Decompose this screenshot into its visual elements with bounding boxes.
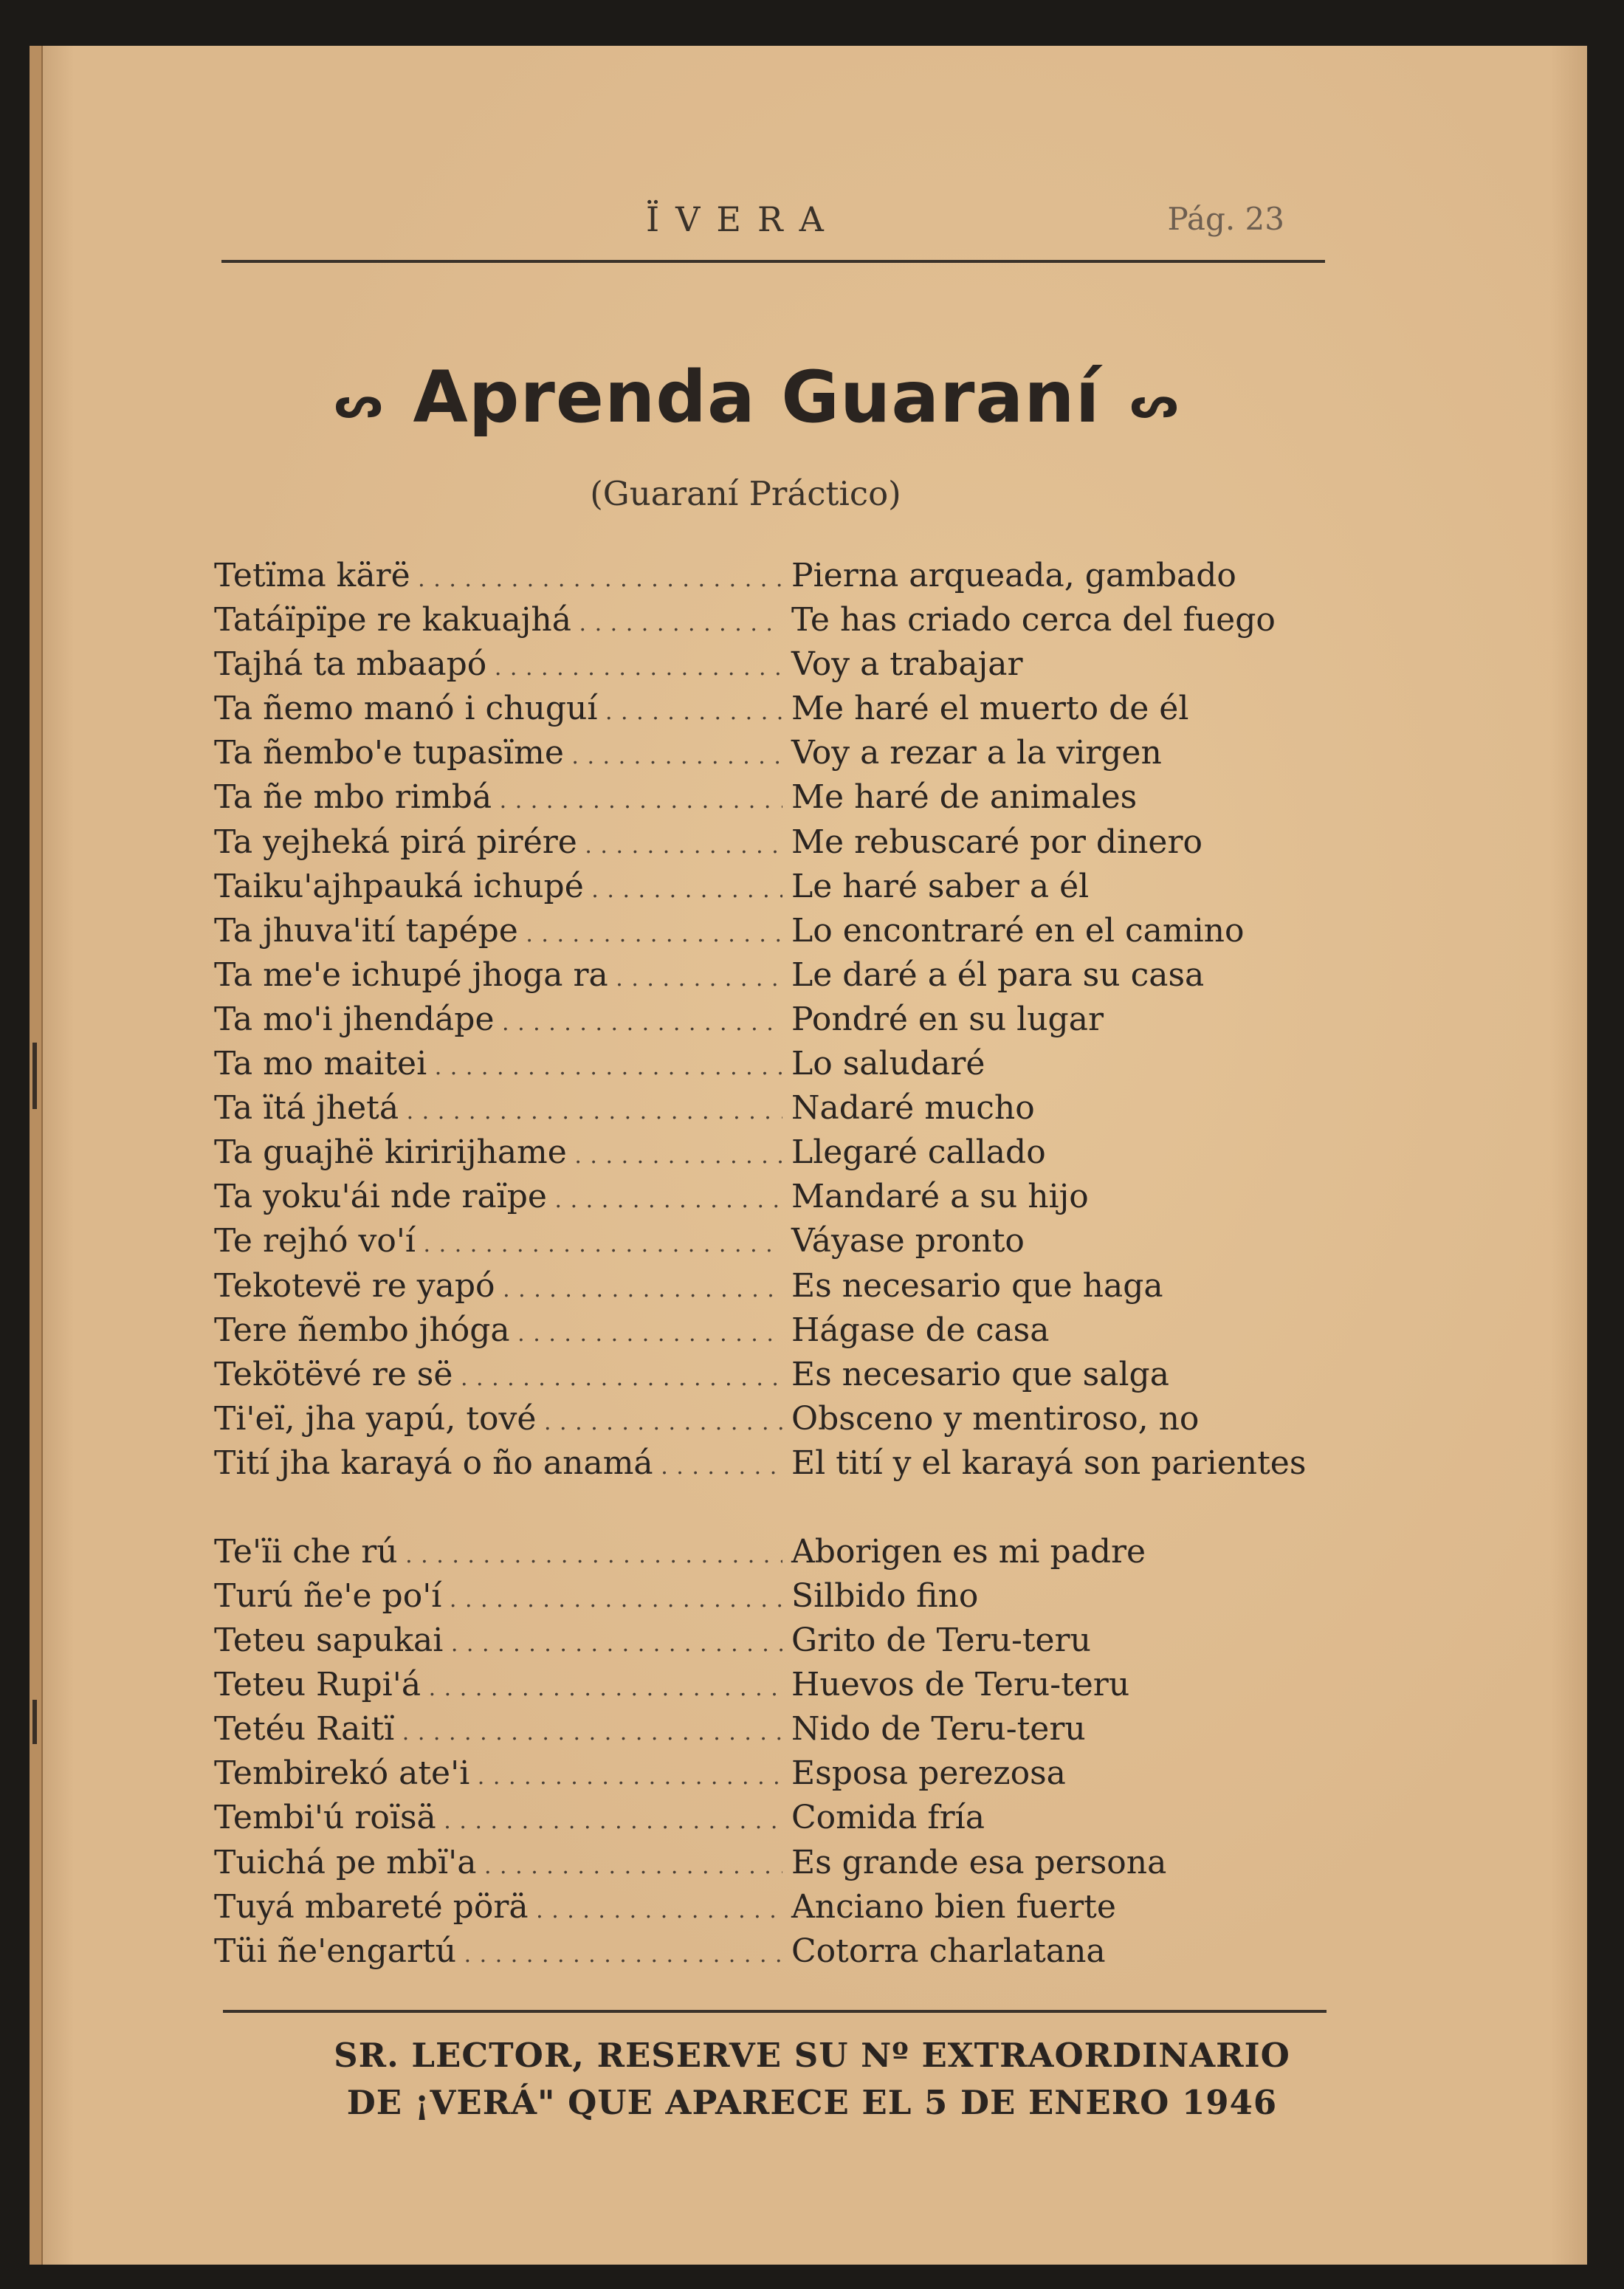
guarani-term: Tetïma kärë . . . <box>214 557 782 594</box>
vocabulary-entry <box>214 998 1380 1042</box>
vocabulary-entry <box>214 687 1380 731</box>
vocabulary-entry <box>214 1175 1380 1219</box>
reader-notice <box>281 2032 1343 2127</box>
guarani-term: Tatáïpïpe re kakuajhá . . . <box>214 601 782 639</box>
spanish-gloss: Esposa perezosa <box>791 1754 1066 1793</box>
guarani-term: Ta yoku'ái nde raïpe . . . <box>214 1178 782 1215</box>
magazine-page <box>30 46 1587 2265</box>
binding-mark <box>32 1700 37 1744</box>
guarani-term: Ta mo maitei . . . <box>214 1045 782 1082</box>
article-title: Aprenda Guaraní <box>413 356 1101 439</box>
spanish-gloss: Llegaré callado <box>791 1133 1046 1172</box>
guarani-term: Ta guajhë kiririjhame . . . <box>214 1133 782 1171</box>
guarani-term: Ta ñe mbo rimbá . . . <box>214 778 782 816</box>
spanish-gloss: Comida fría <box>791 1799 985 1837</box>
spanish-gloss: Aborigen es mi padre <box>791 1532 1146 1571</box>
spanish-gloss: Pierna arqueada, gambado <box>791 557 1236 594</box>
journal-name: ÏVERA <box>646 199 840 239</box>
notice-line-1: SR. LECTOR, RESERVE SU Nº EXTRAORDINARIO <box>334 2036 1290 2075</box>
vocabulary-entry <box>214 598 1380 642</box>
guarani-term: Teteu sapukai . . . <box>214 1621 782 1659</box>
vocabulary-entry <box>214 1841 1380 1885</box>
guarani-term: Te'ïi che rú . . . <box>214 1533 782 1571</box>
guarani-term: Tembirekó ate'i . . . <box>214 1754 782 1792</box>
spanish-gloss: Voy a trabajar <box>791 645 1023 684</box>
spanish-gloss: Huevos de Teru-teru <box>791 1666 1130 1704</box>
binding-mark <box>32 1043 37 1109</box>
vocabulary-entry <box>214 1574 1380 1619</box>
spanish-gloss: Pondré en su lugar <box>791 1000 1104 1038</box>
guarani-term: Ta yejheká pirá pirére . . . <box>214 823 782 861</box>
vocabulary-entry <box>214 1441 1380 1530</box>
page-number: Pág. 23 <box>1167 201 1284 237</box>
vocabulary-entry <box>214 1308 1380 1353</box>
vocabulary-entry <box>214 953 1380 998</box>
spanish-gloss: Grito de Teru-teru <box>791 1621 1091 1660</box>
vocabulary-entry <box>214 554 1380 598</box>
vocabulary-entry <box>214 1885 1380 1929</box>
vocabulary-entry <box>214 1264 1380 1308</box>
vocabulary-entry <box>214 1530 1380 1574</box>
vocabulary-entry <box>214 1086 1380 1130</box>
spanish-gloss: Hágase de casa <box>791 1311 1050 1349</box>
notice-line-2: DE ¡VERÁ" QUE APARECE EL 5 DE ENERO 1946 <box>346 2083 1278 2122</box>
guarani-term: Tembi'ú roïsä . . . <box>214 1799 782 1836</box>
footer-rule <box>223 2010 1327 2013</box>
spanish-gloss: Nido de Teru-teru <box>791 1710 1086 1749</box>
spanish-gloss: Lo encontraré en el camino <box>791 911 1245 950</box>
article-title-line <box>305 356 1209 439</box>
guarani-term: Ta mo'i jhendápe . . . <box>214 1001 782 1038</box>
spanish-gloss: El tití y el karayá son parientes <box>791 1444 1307 1482</box>
spanish-gloss: Obsceno y mentiroso, no <box>791 1399 1200 1438</box>
article-subtitle-wrap <box>30 474 1587 513</box>
guarani-term: Ta ïtá jhetá . . . <box>214 1089 782 1127</box>
spanish-gloss: Me haré el muerto de él <box>791 690 1189 728</box>
spanish-gloss: Silbido fino <box>791 1576 979 1615</box>
vocabulary-entry <box>214 1353 1380 1397</box>
vocabulary-entry <box>214 1929 1380 1974</box>
ornament-left-icon: ᔕ <box>334 377 384 428</box>
guarani-term: Taiku'ajhpauká ichupé . . . <box>214 868 782 905</box>
guarani-term: Tüi ñe'engartú . . . <box>214 1932 782 1970</box>
guarani-term: Turú ñe'e po'í . . . <box>214 1577 782 1615</box>
spanish-gloss: Le haré saber a él <box>791 867 1090 905</box>
spanish-gloss: Nadaré mucho <box>791 1089 1035 1128</box>
vocabulary-entry <box>214 1619 1380 1663</box>
vocabulary-entry <box>214 1219 1380 1263</box>
guarani-term: Teteu Rupi'á . . . <box>214 1666 782 1703</box>
spanish-gloss: Voy a rezar a la virgen <box>791 734 1162 772</box>
guarani-term: Ta ñembo'e tupasïme . . . <box>214 734 782 772</box>
spanish-gloss: Me rebuscaré por dinero <box>791 823 1202 861</box>
vocabulary-entry <box>214 731 1380 775</box>
spanish-gloss: Me haré de animales <box>791 778 1138 817</box>
guarani-term: Tere ñembo jhóga . . . <box>214 1311 782 1349</box>
vocabulary-entry <box>214 1397 1380 1441</box>
spanish-gloss: Es necesario que haga <box>791 1266 1163 1305</box>
vocabulary-entry <box>214 1751 1380 1796</box>
ornament-right-icon: ᔕ <box>1129 377 1180 428</box>
vocabulary-list <box>214 554 1380 1974</box>
article-subtitle: (Guaraní Práctico) <box>590 474 901 513</box>
guarani-term: Tekotevë re yapó . . . <box>214 1267 782 1305</box>
spanish-gloss: Váyase pronto <box>791 1222 1025 1260</box>
guarani-term: Ta jhuva'ití tapépe . . . <box>214 912 782 950</box>
guarani-term: Tití jha karayá o ño anamá . . . <box>214 1444 782 1482</box>
vocabulary-entry <box>214 909 1380 953</box>
spanish-gloss: Cotorra charlatana <box>791 1932 1106 1970</box>
vocabulary-entry <box>214 775 1380 820</box>
spanish-gloss: Mandaré a su hijo <box>791 1178 1089 1216</box>
spanish-gloss: Anciano bien fuerte <box>791 1887 1116 1926</box>
guarani-term: Tuichá pe mbï'a . . . <box>214 1844 782 1881</box>
guarani-term: Ta me'e ichupé jhoga ra . . . <box>214 956 782 994</box>
guarani-term: Tekötëvé re së . . . <box>214 1356 782 1393</box>
vocabulary-entry <box>214 642 1380 687</box>
guarani-term: Tajhá ta mbaapó . . . <box>214 645 782 683</box>
guarani-term: Tetéu Raitï . . . <box>214 1710 782 1748</box>
running-head <box>30 199 1587 251</box>
spanish-gloss: Le daré a él para su casa <box>791 955 1205 994</box>
vocabulary-entry <box>214 1796 1380 1840</box>
header-rule <box>221 260 1325 263</box>
article-title-block <box>30 356 1587 445</box>
vocabulary-entry <box>214 865 1380 909</box>
spanish-gloss: Lo saludaré <box>791 1045 985 1083</box>
guarani-term: Tuyá mbareté pörä . . . <box>214 1888 782 1926</box>
spanish-gloss: Es grande esa persona <box>791 1843 1167 1881</box>
vocabulary-entry <box>214 1707 1380 1751</box>
vocabulary-entry <box>214 1042 1380 1086</box>
guarani-term: Ti'eï, jha yapú, tové . . . <box>214 1400 782 1438</box>
spanish-gloss: Es necesario que salga <box>791 1355 1169 1393</box>
guarani-term: Te rejhó vo'í . . . <box>214 1222 782 1260</box>
spanish-gloss: Te has criado cerca del fuego <box>791 601 1276 639</box>
vocabulary-entry <box>214 820 1380 865</box>
guarani-term: Ta ñemo manó i chuguí . . . <box>214 690 782 727</box>
vocabulary-entry <box>214 1130 1380 1175</box>
vocabulary-entry <box>214 1663 1380 1707</box>
